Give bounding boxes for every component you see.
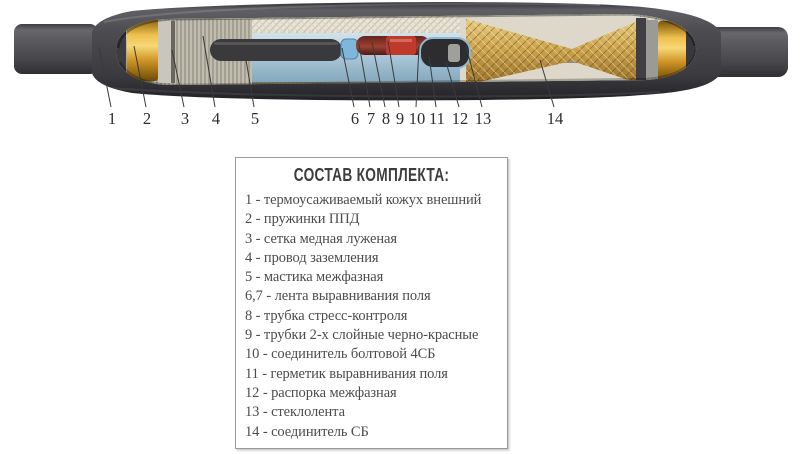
callout-number-13: 13 [474,109,492,128]
silver-ring-left [158,20,171,83]
legend-item-1: 1 - термоусаживаемый кожух внешний [245,192,482,208]
legend-item-11: 11 - герметик выравнивания поля [245,365,448,382]
interphase-spacer [420,38,470,68]
legend-item-3: 3 - сетка медная луженая [245,230,397,247]
callout-number-5: 5 [250,109,260,128]
legend-item-6,7: 6,7 - лента выравнивания поля [245,288,431,305]
cable-left [14,24,98,74]
callout-number-3: 3 [180,109,190,128]
legend-item-2: 2 - пружинки ППД [245,211,360,228]
legend-item-9: 9 - трубки 2-х слойные черно-красные [245,327,479,344]
legend-item-14: 14 - соединитель СБ [245,423,369,440]
connector-glint [390,39,412,42]
callout-number-9: 9 [395,109,405,128]
legend-items [236,191,507,442]
callout-number-11: 11 [429,109,445,128]
legend-item-4: 4 - провод заземления [245,249,379,266]
legend-item-5: 5 - мастика межфазная [245,269,384,286]
ring-shadow [171,21,175,83]
callout-number-2: 2 [142,109,152,128]
callout-number-8: 8 [381,109,391,128]
callout-number-4: 4 [211,109,221,128]
legend-box [235,157,508,449]
callout-number-7: 7 [366,109,376,128]
legend-item-8: 8 - трубка стресс-контроля [245,307,408,324]
callout-number-10: 10 [408,109,426,128]
tube-highlight [214,42,338,45]
legend-item-12: 12 - распорка межфазная [245,384,397,401]
spacer-band [448,44,460,62]
legend-item-10: 10 - соединитель болтовой 4СБ [245,346,436,363]
legend-item-13: 13 - стеклолента [245,404,345,421]
legend-title: СОСТАВ КОМПЛЕКТА: [293,165,450,185]
callout-number-14: 14 [546,109,564,128]
callout-number-12: 12 [451,109,469,128]
callout-number-1: 1 [107,109,117,128]
callout-number-6: 6 [350,109,360,128]
bolted-connector-4sb [386,36,416,55]
cable-joint-illustration [0,0,800,140]
